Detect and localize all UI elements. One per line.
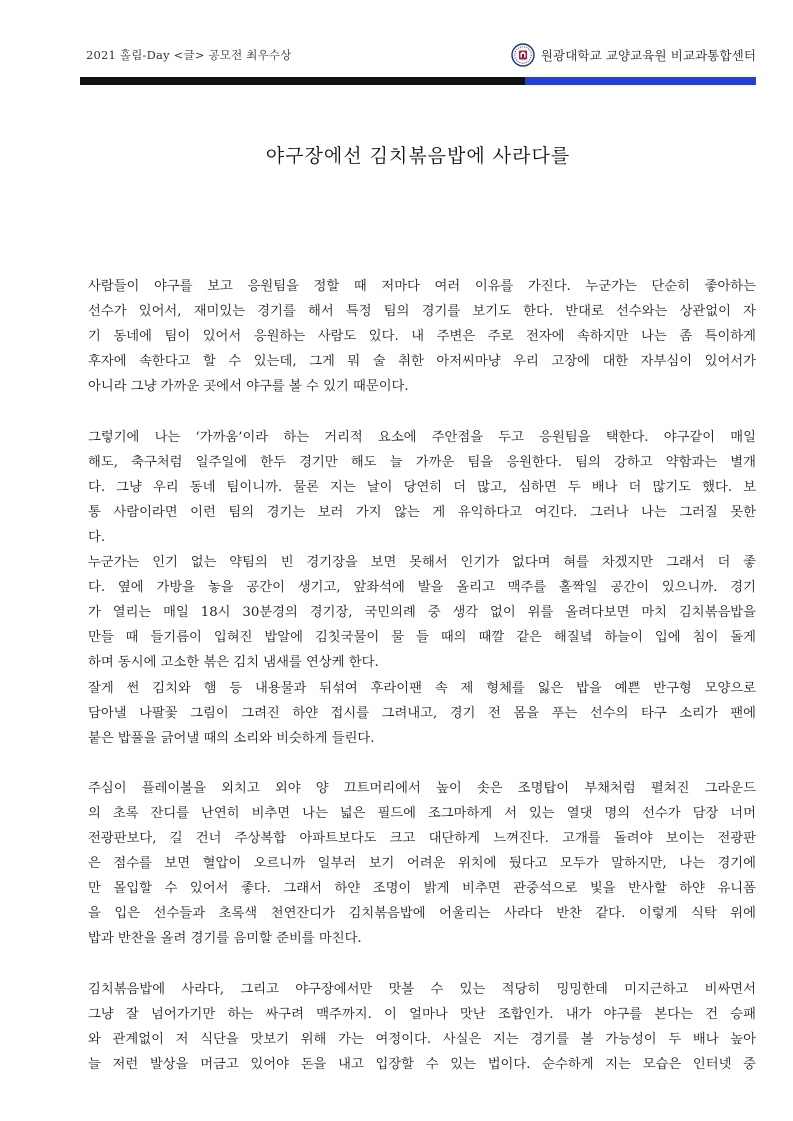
institution-block <box>511 42 756 68</box>
body-line: 의 초록 잔디를 난연히 비추면 나는 넓은 필드에 조그마하게 서 있는 열댓 명의 선수가 담장 너머 <box>88 805 756 821</box>
body-line: 다. 옆에 가방을 놓을 공간이 생기고, 앞좌석에 발을 올리고 맥주를 홀짝일 공간이 있으니까. 경기 <box>88 580 756 596</box>
body-line: 기 동네에 팀이 있어서 응원하는 사람도 있다. 내 주변은 주로 전자에 속하지만 나는 좀 특이하게 <box>88 329 756 345</box>
body-line: 선수가 있어서, 재미있는 경기를 해서 특정 팀의 경기를 보기도 한다. 반대로 선수와는 상관없이 자 <box>88 304 756 320</box>
essay-title: 야구장에선 김치볶음밥에 사라다를 <box>265 145 571 167</box>
paragraph-gap <box>88 399 756 424</box>
body-line: 전광판보다, 길 건너 주상복합 아파트보다도 크고 대단하게 느껴진다. 고개를 돌려야 보이는 전광판 <box>88 831 756 847</box>
body-line: 만 몰입할 수 있어서 좋다. 그래서 하얀 조명이 밝게 비추면 관중석으로 빛을 반사할 하얀 유니폼 <box>88 881 756 897</box>
body-line: 해도, 축구처럼 일주일에 한두 경기만 해도 늘 가까운 팀을 응원한다. 팀의 강하고 약함과는 별개 <box>88 454 756 470</box>
body-line: 하며 동시에 고소한 볶은 김치 냄새를 연상케 한다. <box>88 655 379 671</box>
essay-body <box>88 274 756 1077</box>
body-line: 사람들이 야구를 보고 응원팀을 정할 때 저마다 여러 이유를 가진다. 누군가는 단순히 좋아하는 <box>88 279 756 294</box>
body-line: 만들 때 들기름이 입혀진 밥알에 김칫국물이 물 들 때의 때깔 같은 해질녘 하늘이 입에 침이 돌게 <box>88 630 756 646</box>
body-line: 가 열리는 매일 18시 30분경의 경기장, 국민의례 중 생각 없이 위를 올려다보면 마치 김치볶음밥을 <box>88 605 756 621</box>
body-line: 김치볶음밥에 사라다, 그리고 야구장에서만 맛볼 수 있는 적당히 밍밍한데 미지근하고 비싸면서 <box>88 981 756 997</box>
body-line: 잘게 썬 김치와 햄 등 내용물과 뒤섞여 후라이팬 속 제 형체를 잃은 밥을 예쁜 반구형 모양으로 <box>88 680 756 696</box>
paragraph-gap <box>88 751 756 776</box>
page-header <box>80 40 756 70</box>
body-line: 후자에 속한다고 할 수 있는데, 그게 뭐 술 취한 아저씨마냥 우리 고장에 대한 자부심이 있어서가 <box>88 354 756 370</box>
paragraph-gap <box>88 952 756 977</box>
header-rule-black <box>80 77 525 85</box>
body-line: 다. 그냥 우리 동네 팀이니까. 물론 지는 날이 당연히 더 많고, 심하면 두 배나 더 많기도 했다. 보 <box>88 479 756 495</box>
body-line: 그렇기에 나는 ‘가까움’이라 하는 거리적 요소에 주안점을 두고 응원팀을 택한다. 야구같이 매일 <box>88 429 756 445</box>
body-line: 늘 저런 발상을 머금고 있어야 돈을 내고 입장할 수 있는 법이다. 순수하게 지는 모습은 인터넷 중 <box>88 1056 756 1072</box>
university-seal-icon <box>511 43 535 67</box>
body-line: 담아낼 나팔꽃 그림이 그려진 하얀 접시를 그려내고, 경기 전 몸을 푸는 선수의 타구 소리가 팬에 <box>88 705 756 721</box>
body-line: 주심이 플레이볼을 외치고 외야 양 끄트머리에서 높이 솟은 조명탑이 부채처럼 펼쳐진 그라운드 <box>88 780 756 796</box>
header-rule-blue <box>525 77 756 85</box>
body-line: 그냥 잘 넘어가기만 하는 싸구려 맥주까지. 이 얼마나 맛난 조합인가. 내가 야구를 본다는 건 승패 <box>88 1006 756 1022</box>
body-line: 다. <box>88 529 106 545</box>
contest-label: 2021 홀림-Day <글> 공모전 최우수상 <box>86 48 292 62</box>
body-line: 붙은 밥풀을 긁어낼 때의 소리와 비슷하게 들린다. <box>88 730 375 746</box>
body-line: 밥과 반찬을 올려 경기를 음미할 준비를 마친다. <box>88 931 362 947</box>
body-line: 은 점수를 보면 혈압이 오르니까 일부러 보기 어려운 위치에 뒀다고 모두가 말하지만, 나는 경기에 <box>88 856 756 872</box>
body-line: 와 관계없이 저 식단을 맛보기 위해 가는 여정이다. 사실은 지는 경기를 볼 가능성이 두 배나 높아 <box>88 1031 756 1047</box>
body-line: 통 사람이라면 이런 팀의 경기는 보러 가지 않는 게 유익하다고 여긴다. 그러나 나는 그러질 못한 <box>88 504 756 520</box>
institution-name: 원광대학교 교양교육원 비교과통합센터 <box>540 48 756 63</box>
body-line: 아니라 그냥 가까운 곳에서 야구를 볼 수 있기 때문이다. <box>88 379 409 395</box>
body-line: 누군가는 인기 없는 약팀의 빈 경기장을 보면 못해서 인기가 없다며 혀를 차겠지만 그래서 더 좋 <box>88 555 756 571</box>
body-line: 을 입은 선수들과 초록색 천연잔디가 김치볶음밥에 어울리는 사라다 반찬 같다. 이렇게 식탁 위에 <box>88 906 756 922</box>
